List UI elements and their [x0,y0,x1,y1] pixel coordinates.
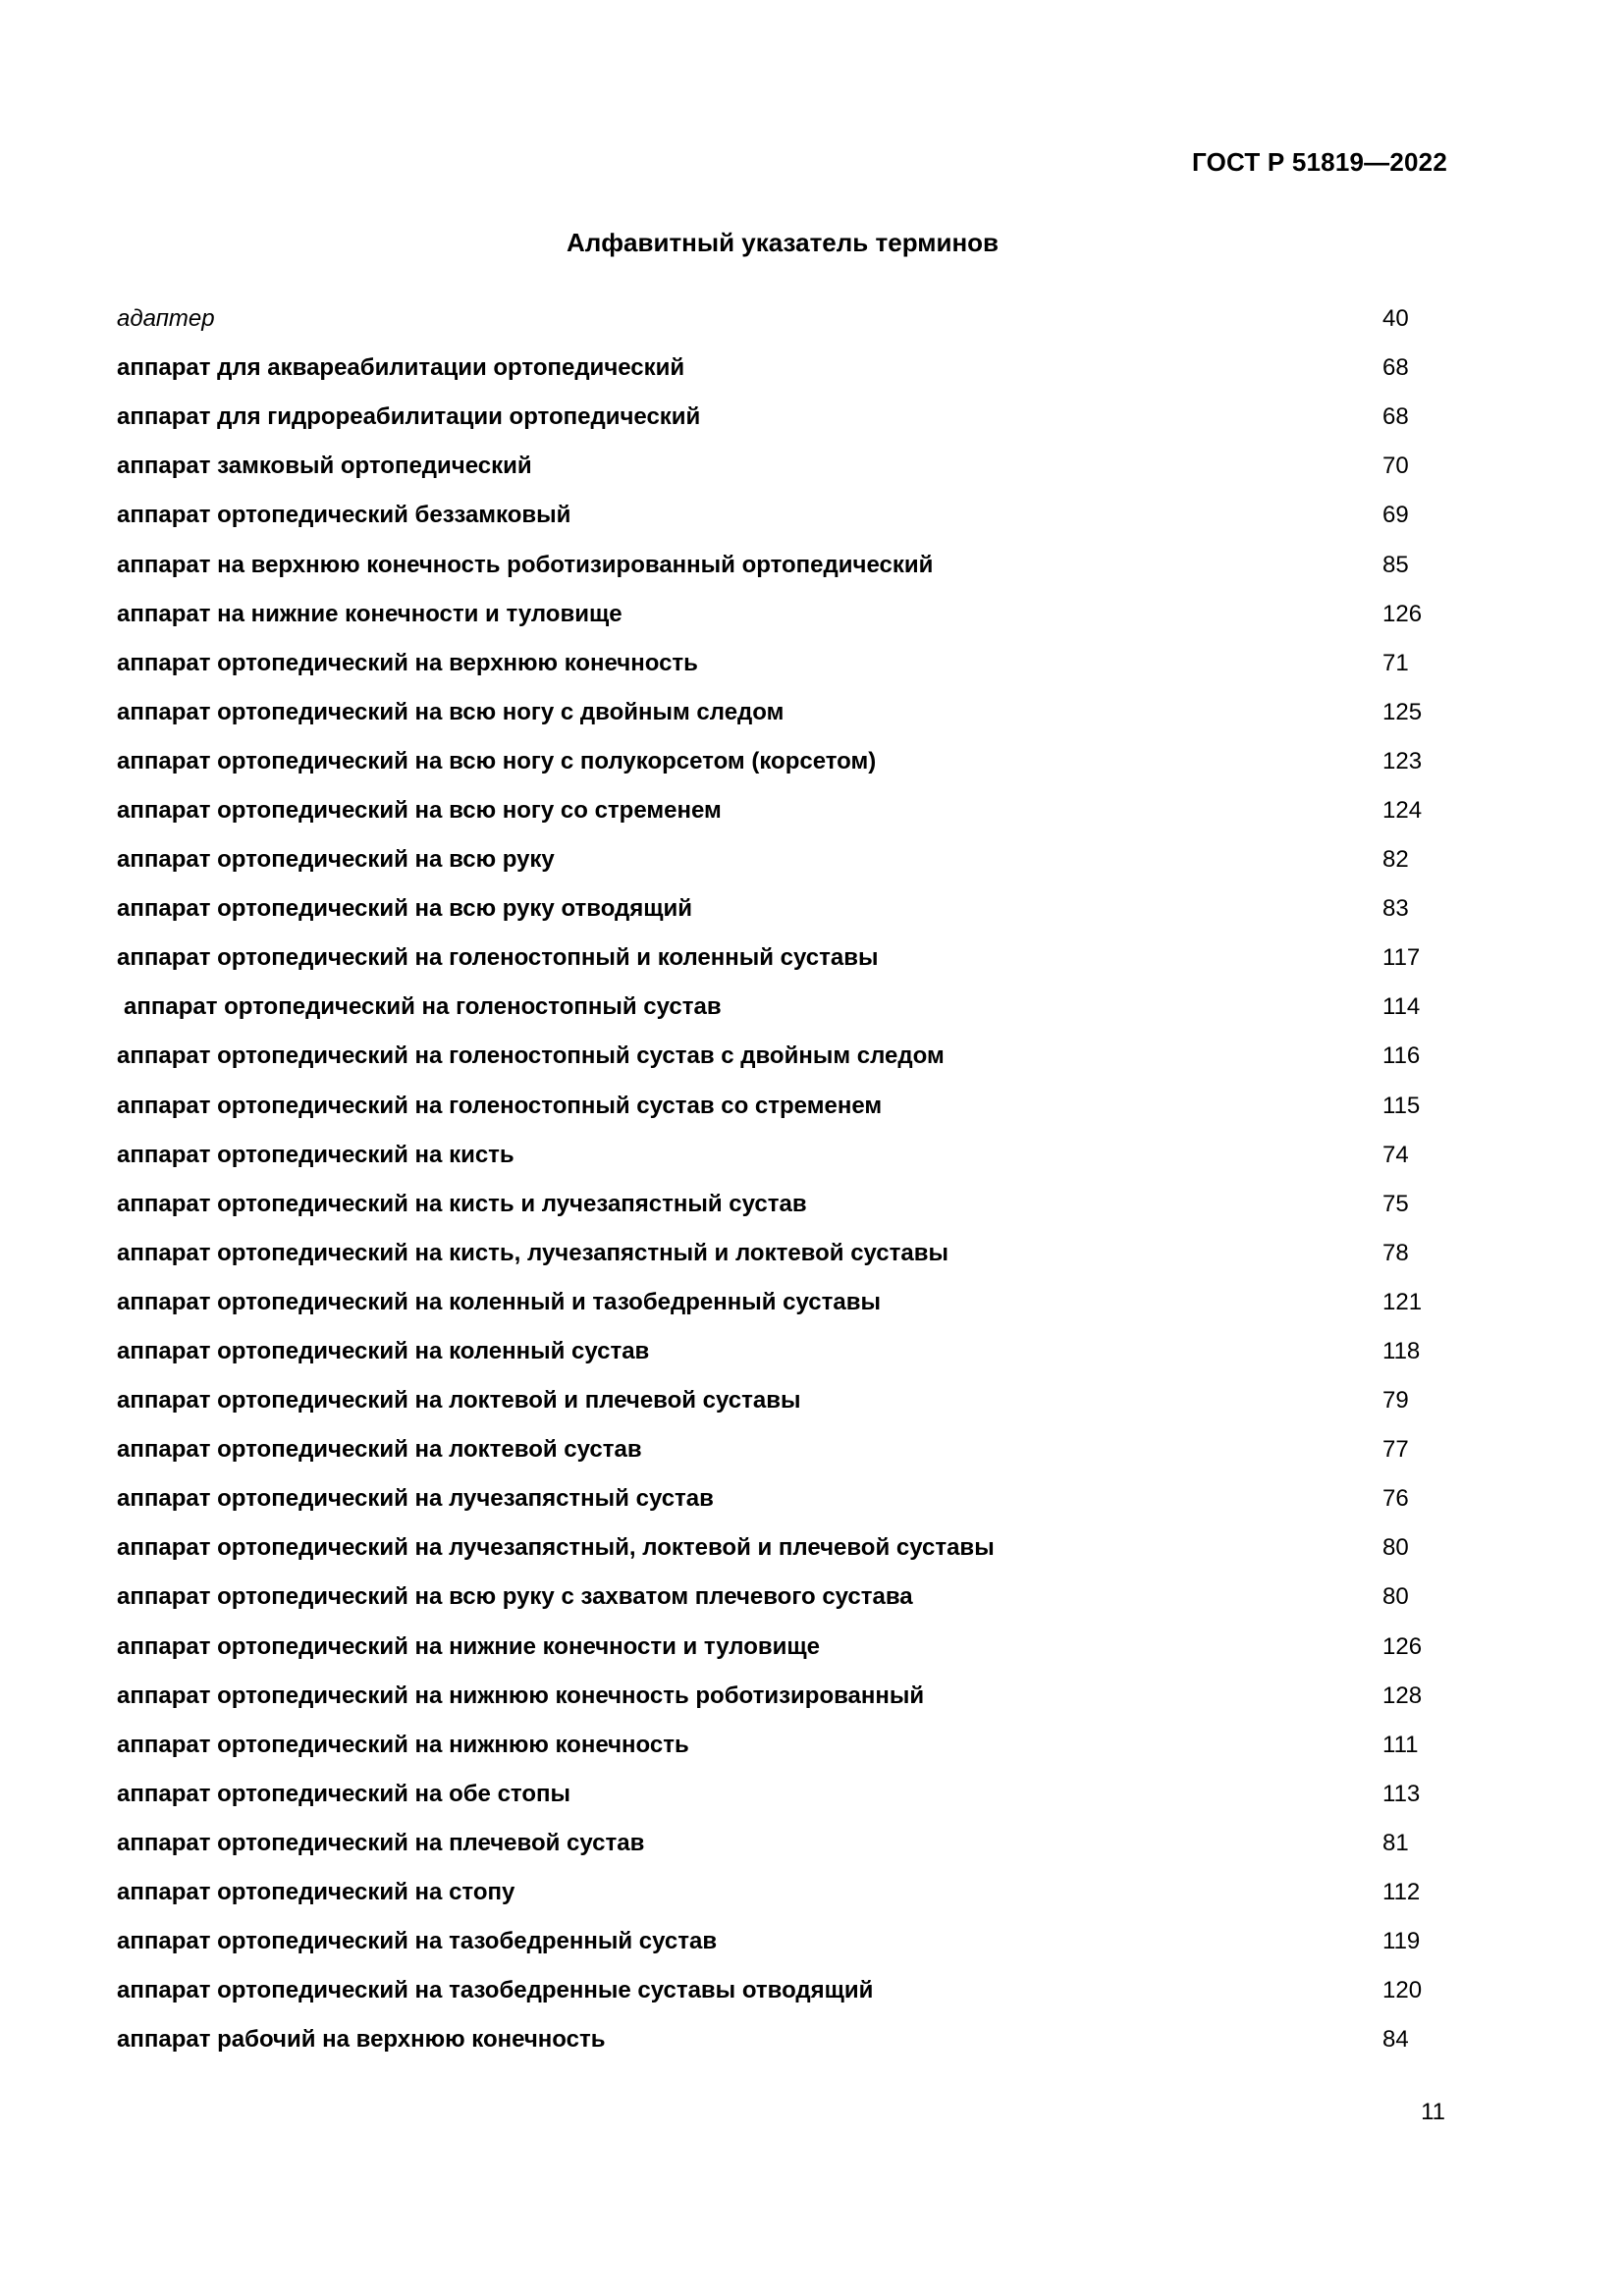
index-entry-term: аппарат ортопедический на нижнюю конечность [117,1731,689,1758]
index-entry-term: аппарат ортопедический на тазобедренные суставы отводящий [117,1977,874,2004]
index-entry-page: 111 [1382,1731,1419,1758]
index-entry-term: аппарат ортопедический на всю ногу с двойным следом [117,698,785,725]
index-entry [117,1278,1433,1327]
index-entry-term: аппарат ортопедический на кисть и лучезапястный сустав [117,1190,807,1217]
index-entry-page: 78 [1382,1239,1409,1266]
index-entry-page: 68 [1382,354,1409,382]
index-entry [117,1425,1433,1474]
index-entry [117,1032,1433,1081]
index-entry-term: аппарат ортопедический на нижнюю конечность роботизированный [117,1682,925,1709]
index-entry-term: аппарат ортопедический на локтевой и плечевой суставы [117,1387,801,1415]
index-entry-page: 120 [1382,1977,1423,2004]
index-entry-term: аппарат ортопедический на голеностопный сустав со стременем [117,1092,883,1119]
term-index-list [117,294,1433,2064]
index-entry-page: 123 [1382,747,1423,774]
index-entry [117,1523,1433,1573]
index-entry-term: аппарат ортопедический на плечевой сустав [117,1829,645,1856]
index-entry-term: аппарат для гидрореабилитации ортопедический [117,403,701,431]
index-entry [117,934,1433,983]
index-entry-page: 113 [1382,1780,1421,1807]
index-entry-term: аппарат ортопедический беззамковый [117,502,571,529]
index-entry-page: 40 [1382,305,1409,333]
index-entry-page: 75 [1382,1190,1409,1217]
document-code: ГОСТ Р 51819—2022 [1192,147,1447,177]
index-entry-term: аппарат ортопедический на всю руку отводящий [117,895,693,923]
index-entry [117,1180,1433,1229]
index-entry-term: аппарат ортопедический на тазобедренный сустав [117,1928,718,1955]
index-entry-page: 68 [1382,403,1409,431]
index-entry-term: аппарат ортопедический на нижние конечности и туловище [117,1632,820,1660]
index-entry-page: 70 [1382,453,1409,480]
index-entry-term: аппарат на верхнюю конечность роботизированный ортопедический [117,551,934,578]
index-entry [117,786,1433,835]
index-entry-page: 85 [1382,551,1409,578]
index-title: Алфавитный указатель терминов [566,228,1000,257]
index-entry-page: 81 [1382,1829,1409,1856]
index-entry-page: 69 [1382,502,1409,529]
index-entry [117,540,1433,589]
index-entry [117,1672,1433,1721]
index-entry [117,590,1433,639]
index-entry-page: 82 [1382,846,1409,874]
index-entry-term: аппарат ортопедический на локтевой сустав [117,1436,642,1464]
index-entry-page: 121 [1382,1288,1423,1315]
index-entry [117,1327,1433,1376]
index-entry-term: адаптер [117,305,215,333]
index-entry [117,1623,1433,1672]
index-entry [117,688,1433,737]
index-entry [117,1868,1433,1917]
index-entry [117,1721,1433,1770]
index-entry-page: 116 [1382,1042,1421,1070]
index-entry [117,1376,1433,1425]
index-entry [117,344,1433,393]
index-entry-page: 79 [1382,1387,1409,1415]
index-entry-page: 80 [1382,1583,1409,1611]
index-entry-page: 84 [1382,2026,1409,2054]
index-entry [117,1082,1433,1131]
index-entry-page: 112 [1382,1879,1421,1906]
index-entry-term: аппарат замковый ортопедический [117,453,532,480]
index-entry-page: 128 [1382,1682,1423,1709]
index-entry-term: аппарат ортопедический на кисть, лучезапястный и локтевой суставы [117,1239,948,1266]
index-entry-term: аппарат для аквареабилитации ортопедический [117,354,685,382]
index-entry-page: 126 [1382,600,1423,627]
index-entry [117,2015,1433,2064]
index-entry [117,1819,1433,1868]
index-entry [117,1131,1433,1180]
index-entry-term: аппарат ортопедический на голеностопный и коленный суставы [117,944,879,972]
index-entry-term: аппарат ортопедический на лучезапястный, локтевой и плечевой суставы [117,1534,995,1562]
index-entry-term: аппарат на нижние конечности и туловище [117,600,623,627]
index-entry [117,294,1433,344]
index-entry-page: 71 [1382,649,1409,676]
index-entry [117,442,1433,491]
index-entry-page: 115 [1382,1092,1421,1119]
index-entry-page: 124 [1382,796,1423,824]
index-entry [117,393,1433,442]
index-entry-page: 126 [1382,1632,1423,1660]
index-entry-term: аппарат ортопедический на всю ногу со стременем [117,796,722,824]
index-entry-term: аппарат ортопедический на верхнюю конечность [117,649,698,676]
index-entry-term: аппарат ортопедический на всю руку с захватом плечевого сустава [117,1583,913,1611]
index-entry-term: аппарат ортопедический на коленный сустав [117,1338,650,1365]
index-entry-term: аппарат ортопедический на стопу [117,1879,515,1906]
index-entry-term: аппарат ортопедический на голеностопный сустав с двойным следом [117,1042,945,1070]
index-entry-page: 74 [1382,1141,1409,1168]
index-entry [117,1474,1433,1523]
index-entry [117,1573,1433,1622]
index-entry [117,491,1433,540]
index-entry-term: аппарат рабочий на верхнюю конечность [117,2026,606,2054]
index-entry-term: аппарат ортопедический на лучезапястный сустав [117,1485,714,1513]
index-entry-page: 76 [1382,1485,1409,1513]
index-entry [117,884,1433,934]
index-entry [117,1770,1433,1819]
index-entry [117,983,1433,1032]
index-entry [117,1229,1433,1278]
index-entry-page: 119 [1382,1928,1421,1955]
index-entry-page: 117 [1382,944,1421,972]
index-entry-term: аппарат ортопедический на кисть [117,1141,514,1168]
index-entry-term: аппарат ортопедический на голеностопный сустав [124,993,722,1021]
index-entry [117,737,1433,786]
index-entry [117,1917,1433,1966]
index-entry-term: аппарат ортопедический на всю ногу с полукорсетом (корсетом) [117,747,877,774]
page-number: 11 [1421,2099,1445,2125]
index-entry-page: 118 [1382,1338,1421,1365]
index-entry [117,835,1433,884]
index-entry-term: аппарат ортопедический на обе стопы [117,1780,570,1807]
index-entry-term: аппарат ортопедический на коленный и тазобедренный суставы [117,1288,881,1315]
index-entry-term: аппарат ортопедический на всю руку [117,846,555,874]
index-entry-page: 77 [1382,1436,1409,1464]
index-entry-page: 80 [1382,1534,1409,1562]
index-entry [117,1966,1433,2015]
index-entry [117,639,1433,688]
index-entry-page: 114 [1382,993,1421,1021]
index-entry-page: 125 [1382,698,1423,725]
index-entry-page: 83 [1382,895,1409,923]
